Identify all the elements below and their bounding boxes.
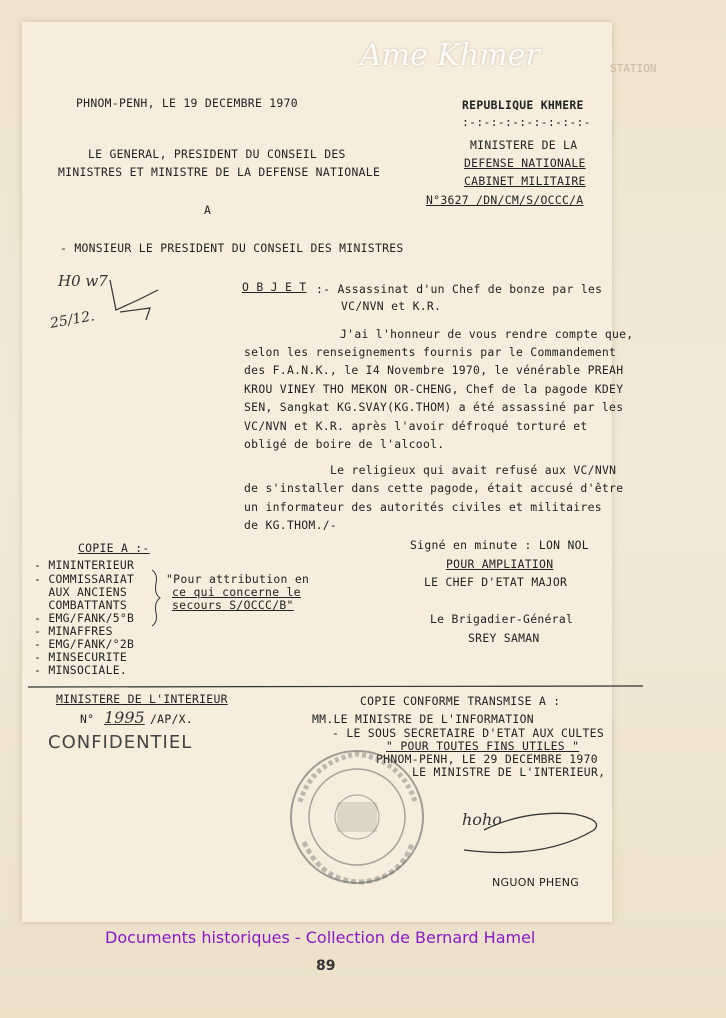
place-date: PHNOM-PENH, LE 19 DECEMBRE 1970 xyxy=(76,96,298,110)
copies-item-9: - MINSOCIALE. xyxy=(34,663,128,677)
chief-line: LE CHEF D'ETAT MAJOR xyxy=(424,575,568,589)
body-p1-line-5: SEN, Sangkat KG.SVAY(KG.THOM) a été assassiné par les xyxy=(244,400,624,414)
ministry-line-1: MINISTERE DE LA xyxy=(470,138,578,152)
interior-line-1: MM.LE MINISTRE DE L'INFORMATION xyxy=(312,712,534,726)
copies-item-5: - EMG/FANK/5°B xyxy=(34,611,135,625)
copies-item-6: - MINAFFRES xyxy=(34,624,113,638)
copies-item-4: COMBATTANTS xyxy=(34,598,128,612)
republic-rule: :-:-:-:-:-:-:-:-:- xyxy=(462,115,591,129)
body-p1-line-3: des F.A.N.K., le I4 Novembre 1970, le vénérable PREAH xyxy=(244,363,624,377)
signer-name: SREY SAMAN xyxy=(468,631,540,645)
interior-number-suffix: /AP/X. xyxy=(150,712,193,726)
reference-number: N°3627 /DN/CM/S/OCCC/A xyxy=(426,193,584,207)
ministry-line-2: DEFENSE NATIONALE xyxy=(464,156,586,170)
rank-line: Le Brigadier-Général xyxy=(430,612,574,626)
attribution-line-2: ce qui concerne le xyxy=(172,585,301,599)
copy-conforme-title: COPIE CONFORME TRANSMISE A : xyxy=(360,694,561,708)
handwritten-note-1: H0 w7 xyxy=(58,272,108,290)
interior-ministry: MINISTERE DE L'INTERIEUR xyxy=(56,692,228,706)
object-label: O B J E T xyxy=(242,280,307,294)
interior-line-4: PHNOM-PENH, LE 29 DECEMBRE 1970 xyxy=(376,752,598,766)
handwritten-note-2: 25/12. xyxy=(48,308,96,332)
signed-line: Signé en minute : LON NOL xyxy=(410,538,589,552)
recipient: - MONSIEUR LE PRESIDENT DU CONSEIL DES MINISTRES xyxy=(60,241,404,255)
body-p1-line-1: J'ai l'honneur de vous rendre compte que, xyxy=(340,327,634,341)
copies-item-2: - COMMISSARIAT xyxy=(34,572,135,586)
interior-number: 1995 xyxy=(104,708,145,727)
body-p1-line-4: KROU VINEY THO MEKON OR-CHENG, Chef de la pagode KDEY xyxy=(244,382,624,396)
collection-caption: Documents historiques - Collection de Bernard Hamel xyxy=(105,928,536,947)
official-seal-icon xyxy=(282,742,432,892)
object-line-1: :- Assassinat d'un Chef de bonze par les xyxy=(316,282,603,296)
copies-item-8: - MINSECURITE xyxy=(34,650,128,664)
separator-line xyxy=(28,684,648,690)
ampliation-line: POUR AMPLIATION xyxy=(446,557,554,571)
attribution-line-3: secours S/OCCC/B" xyxy=(172,598,294,612)
body-p1-line-2: selon les renseignements fournis par le Commandement xyxy=(244,345,617,359)
interior-line-3: " POUR TOUTES FINS UTILES " xyxy=(386,739,580,753)
confidential-stamp: CONFIDENTIEL xyxy=(48,732,193,753)
body-p2-line-3: un informateur des autorités civiles et militaires xyxy=(244,500,602,514)
interior-signature: hoho xyxy=(462,810,502,829)
body-p2-line-1: Le religieux qui avait refusé aux VC/NVN xyxy=(330,463,617,477)
body-p1-line-7: obligé de boire de l'alcool. xyxy=(244,437,445,451)
sender-line-1: LE GENERAL, PRESIDENT DU CONSEIL DES xyxy=(88,147,346,161)
interior-number-prefix: N° xyxy=(80,712,95,726)
body-p1-line-6: VC/NVN et K.R. après l'avoir défroqué torturé et xyxy=(244,419,588,433)
handwritten-scribble-icon xyxy=(80,270,200,330)
interior-signer: NGUON PHENG xyxy=(492,876,580,889)
republic-title: REPUBLIQUE KHMERE xyxy=(462,98,584,112)
copies-title: COPIE A :- xyxy=(78,541,150,555)
bleed-through-text: STATION xyxy=(610,62,657,75)
body-p2-line-4: de KG.THOM./- xyxy=(244,518,338,532)
interior-line-5: LE MINISTRE DE L'INTERIEUR, xyxy=(412,765,606,779)
watermark: Ame Khmer xyxy=(360,38,540,73)
signature-stroke-icon xyxy=(424,800,614,870)
ministry-line-3: CABINET MILITAIRE xyxy=(464,174,586,188)
to-word: A xyxy=(204,203,212,217)
sender-line-2: MINISTRES ET MINISTRE DE LA DEFENSE NATIONALE xyxy=(58,165,381,179)
object-line-2: VC/NVN et K.R. xyxy=(341,299,442,313)
interior-line-2: - LE SOUS SECRETAIRE D'ETAT AUX CULTES xyxy=(332,726,604,740)
attribution-line-1: "Pour attribution en xyxy=(166,572,310,586)
copies-item-7: - EMG/FANK/°2B xyxy=(34,637,135,651)
brace-icon xyxy=(150,568,164,628)
body-p2-line-2: de s'installer dans cette pagode, était accusé d'être xyxy=(244,481,624,495)
copies-item-1: - MININTERIEUR xyxy=(34,558,135,572)
page-number: 89 xyxy=(316,958,336,974)
copies-item-3: AUX ANCIENS xyxy=(34,585,128,599)
